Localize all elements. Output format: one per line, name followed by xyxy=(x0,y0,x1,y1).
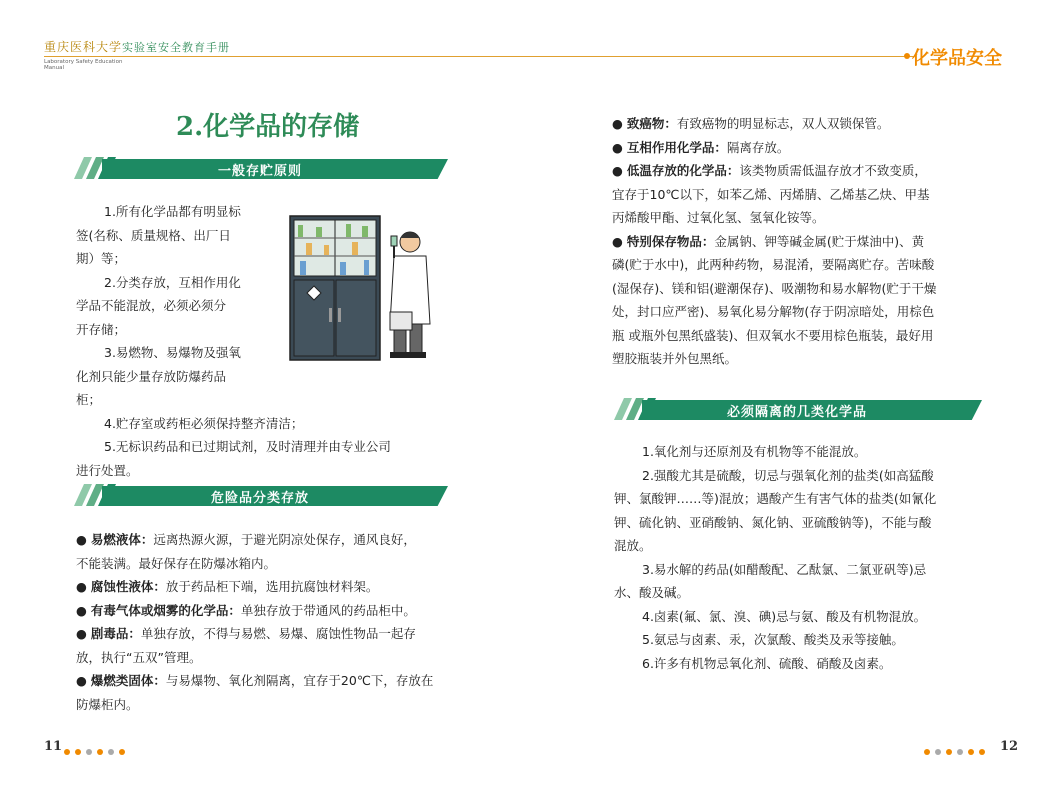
chemical-cabinet-illustration xyxy=(286,212,446,364)
list-item: ● 剧毒品：单独存放，不得与易燃、易爆、腐蚀性物品一起存 xyxy=(76,626,416,641)
list-item: ● 互相作用化学品：隔离存放。 xyxy=(612,139,790,155)
manual-name: 实验室安全教育手册 xyxy=(122,41,231,54)
text-line: 钾、氯酸钾……等)混放；遇酸产生有害气体的盐类(如氰化 xyxy=(614,491,937,506)
section-heading-isolation xyxy=(612,398,982,420)
list-item-continued: 放，执行“五双”管理。 xyxy=(76,649,202,665)
section-heading-label: 一般存贮原则 xyxy=(217,164,302,179)
text-line: 2.强酸尤其是硫酸，切忌与强氧化剂的盐类(如高猛酸 xyxy=(642,467,934,483)
text-line: 5.氨忌与卤素、汞，次氯酸、酸类及汞等接触。 xyxy=(642,632,904,647)
list-item: ● 致癌物：有致癌物的明显标志，双人双锁保管。 xyxy=(612,116,890,131)
text-line: 混放。 xyxy=(614,538,652,553)
school-header xyxy=(44,38,230,55)
header-english xyxy=(44,59,122,71)
text-line: 3.易水解的药品(如醋酸配、乙酞氯、二氯亚矾等)忌 xyxy=(642,561,927,577)
list-item-continued: 磷(贮于水中)，此两种药物，易混淆，要隔离贮存。苦味酸 xyxy=(612,257,935,272)
text-line: 4.贮存室或药柜必须保持整齐清洁； xyxy=(104,415,304,431)
isolation-rules-text xyxy=(614,440,1034,675)
text-line: 钾、硫化钠、亚硝酸钠、氮化钠、亚硫酸钠等)，不能与酸 xyxy=(614,514,932,530)
footer-dots-right-icon xyxy=(924,741,990,760)
list-item-continued: 不能装满。最好保存在防爆冰箱内。 xyxy=(76,555,277,571)
text-line: 学品不能混放，必须必须分 xyxy=(76,298,227,313)
chapter-title: 化学品安全 xyxy=(912,48,1002,69)
text-line: 期）等； xyxy=(76,251,127,266)
text-line: 进行处置。 xyxy=(76,462,139,478)
page-number-left: 11 xyxy=(44,739,63,754)
text-line: 6.许多有机物忌氧化剂、硫酸、硝酸及卤素。 xyxy=(642,655,892,671)
list-item-continued: 宜存于10℃以下，如苯乙烯、丙烯腈、乙烯基乙炔、甲基 xyxy=(612,186,930,202)
header-english-line1: Laboratory Safety Education xyxy=(44,59,123,65)
list-item: ● 有毒气体或烟雾的化学品：单独存放于带通风的药品柜中。 xyxy=(76,602,416,618)
list-item: ● 低温存放的化学品：该类物质需低温存放才不致变质， xyxy=(612,163,927,178)
text-line: 5.无标识药品和已过期试剂，及时清理并由专业公司 xyxy=(104,439,391,454)
header-dot-icon xyxy=(904,53,910,59)
header-english-line2: Manual xyxy=(44,65,64,71)
list-item-continued: 瓶 或瓶外包黑纸盛装)、但双氧水不要用棕色瓶装，最好用 xyxy=(612,327,934,343)
text-line: 签(名称、质量规格、出厂日 xyxy=(76,227,231,243)
text-line: 水、酸及碱。 xyxy=(614,585,690,600)
text-line: 1.所有化学品都有明显标 xyxy=(104,204,241,219)
section-heading-label: 必须隔离的几类化学品 xyxy=(726,405,867,420)
list-item-continued: (湿保存)、镁和铝(避潮保存)、吸潮物和易水解物(贮于干燥 xyxy=(612,280,937,296)
text-line: 4.卤素(氟、氯、溴、碘)忌与氨、酸及有机物混放。 xyxy=(642,608,927,624)
text-line: 开存储； xyxy=(76,321,127,337)
list-item-continued: 防爆柜内。 xyxy=(76,696,139,712)
section-heading-dangerous xyxy=(72,484,448,506)
list-item: ● 爆燃类固体：与易爆物、氧化剂隔离，宜存于20℃下，存放在 xyxy=(76,673,434,688)
list-item-continued: 塑胶瓶装并外包黑纸。 xyxy=(612,351,738,366)
text-line: 2.分类存放，互相作用化 xyxy=(104,274,241,290)
page-number-right: 12 xyxy=(1000,739,1019,754)
text-line: 化剂只能少量存放防爆药品 xyxy=(76,368,227,384)
section-heading-general xyxy=(72,157,448,179)
list-item: ● 易燃液体：远离热源火源，于避光阴凉处保存，通风良好， xyxy=(76,532,416,547)
school-name: 重庆医科大学 xyxy=(44,40,123,54)
list-item-continued: 丙烯酸甲酯、过氧化氢、氢氧化铵等。 xyxy=(612,210,825,225)
text-line: 3.易燃物、易爆物及强氧 xyxy=(104,345,241,360)
section-heading-label: 危险品分类存放 xyxy=(210,491,309,506)
list-item: ● 特别保存物品：金属钠、钾等碱金属(贮于煤油中)、黄 xyxy=(612,233,925,249)
list-item-continued: 处，封口应严密)、易氧化易分解物(存于阴凉暗处，用棕色 xyxy=(612,304,935,319)
dangerous-goods-list xyxy=(76,528,496,716)
header-rule xyxy=(44,56,914,57)
list-item: ● 腐蚀性液体：放于药品柜下端，选用抗腐蚀材料架。 xyxy=(76,579,379,594)
text-line: 柜； xyxy=(76,392,102,407)
footer-dots-left-icon xyxy=(64,741,130,760)
text-line: 1.氧化剂与还原剂及有机物等不能混放。 xyxy=(642,444,867,459)
page-title: 2.化学品的存储 xyxy=(176,112,360,142)
storage-categories-list xyxy=(612,112,1032,371)
